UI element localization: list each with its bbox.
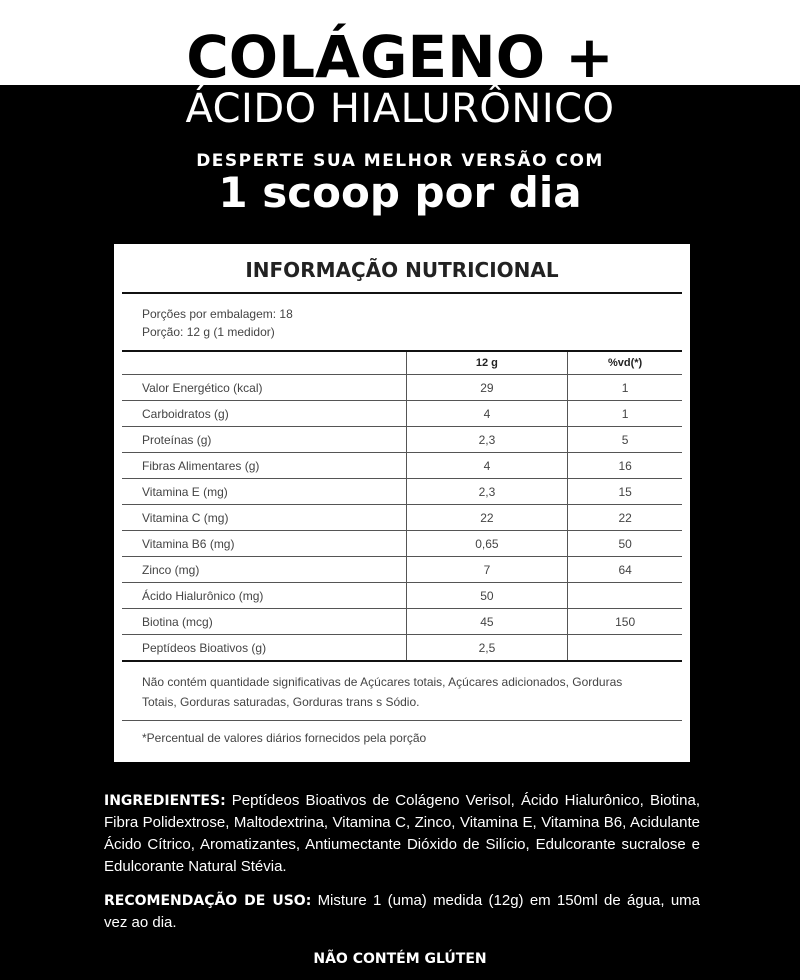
nutrient-dv: 50 (568, 531, 682, 557)
table-row (122, 427, 682, 453)
nutrient-name: Peptídeos Bioativos (g) (122, 635, 406, 662)
ingredients-section (104, 790, 700, 878)
nutrient-name: Carboidratos (g) (122, 401, 406, 427)
usage-text: Misture 1 (uma) medida (12g) em 150ml de água, uma vez ao dia. (104, 892, 700, 931)
nutrient-dv (568, 635, 682, 662)
divider (122, 292, 682, 294)
serving-size: Porção: 12 g (1 medidor) (142, 325, 275, 339)
nutrient-amount: 22 (406, 505, 568, 531)
nutrient-name: Biotina (mcg) (122, 609, 406, 635)
table-row (122, 375, 682, 401)
nutrition-panel (114, 244, 690, 762)
table-row (122, 505, 682, 531)
table-row (122, 557, 682, 583)
column-header: 12 g (406, 351, 568, 375)
table-row (122, 609, 682, 635)
nutrient-name: Zinco (mg) (122, 557, 406, 583)
headline: 1 scoop por dia (218, 168, 582, 217)
nutrient-dv (568, 583, 682, 609)
product-subtitle: ÁCIDO HIALURÔNICO (185, 86, 615, 132)
table-header-row (122, 351, 682, 375)
product-title: COLÁGENO + (186, 23, 614, 91)
nutrient-name: Vitamina E (mg) (122, 479, 406, 505)
column-header: %vd(*) (568, 351, 682, 375)
servings-per-package: Porções por embalagem: 18 (142, 307, 293, 321)
ingredients-text: Peptídeos Bioativos de Colágeno Verisol, Ácido Hialurônico, Biotina, Fibra Polidextrose, Maltodextrina, Vitamina C, Zinco, Vitamina E, Vitamina B6, Acidulante Ácido Cítrico, Aromatizantes, Antiumectante Dióxido de Silício, Edulcorante sucralose e Edulcorante Natural Stévia. (104, 792, 700, 875)
nutrient-name: Fibras Alimentares (g) (122, 453, 406, 479)
nutrient-dv: 150 (568, 609, 682, 635)
nutrient-name: Ácido Hialurônico (mg) (122, 583, 406, 609)
table-row (122, 453, 682, 479)
nutrient-dv: 1 (568, 375, 682, 401)
nutrient-amount: 50 (406, 583, 568, 609)
ingredients-label: INGREDIENTES: (104, 793, 226, 809)
nutrient-amount: 2,3 (406, 479, 568, 505)
usage-section (104, 890, 700, 934)
nutrient-amount: 4 (406, 401, 568, 427)
nutrient-dv: 64 (568, 557, 682, 583)
gluten-free-notice: NÃO CONTÉM GLÚTEN (313, 951, 487, 967)
nutrient-dv: 15 (568, 479, 682, 505)
nutrient-dv: 1 (568, 401, 682, 427)
table-row (122, 583, 682, 609)
nutrient-dv: 16 (568, 453, 682, 479)
tagline: DESPERTE SUA MELHOR VERSÃO COM (196, 151, 604, 171)
nutrient-name: Vitamina B6 (mg) (122, 531, 406, 557)
nutrient-name: Vitamina C (mg) (122, 505, 406, 531)
nutrient-dv: 22 (568, 505, 682, 531)
usage-label: RECOMENDAÇÃO DE USO: (104, 893, 312, 909)
nutrient-amount: 7 (406, 557, 568, 583)
nutrition-footnote: *Percentual de valores diários fornecidos pela porção (142, 731, 427, 745)
nutrient-dv: 5 (568, 427, 682, 453)
nutrient-amount: 4 (406, 453, 568, 479)
nutrient-amount: 29 (406, 375, 568, 401)
nutrient-amount: 2,5 (406, 635, 568, 662)
table-row (122, 531, 682, 557)
nutrition-table (122, 350, 682, 662)
nutrition-title: INFORMAÇÃO NUTRICIONAL (245, 258, 559, 282)
divider (122, 720, 682, 721)
nutrient-name: Proteínas (g) (122, 427, 406, 453)
nutrient-name: Valor Energético (kcal) (122, 375, 406, 401)
nutrition-note: Não contém quantidade significativas de Açúcares totais, Açúcares adicionados, Gorduras Totais, Gorduras saturadas, Gorduras trans s Sódio. (142, 675, 623, 709)
column-header (122, 351, 406, 375)
nutrient-amount: 0,65 (406, 531, 568, 557)
nutrient-amount: 45 (406, 609, 568, 635)
table-row (122, 635, 682, 662)
table-row (122, 479, 682, 505)
table-row (122, 401, 682, 427)
nutrient-amount: 2,3 (406, 427, 568, 453)
